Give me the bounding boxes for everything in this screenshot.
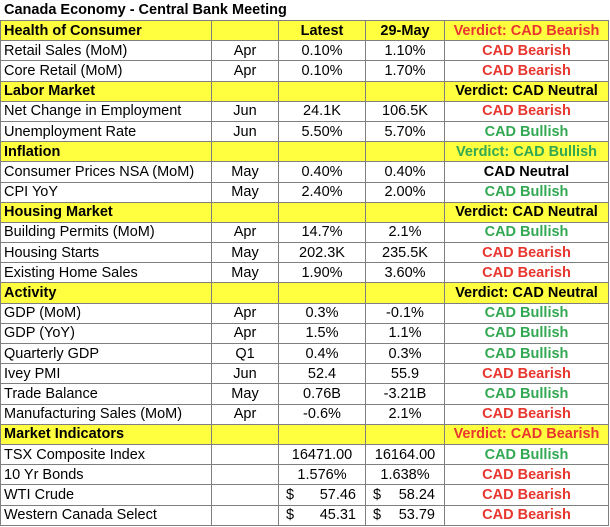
indicator-latest: 14.7%	[279, 222, 366, 242]
indicator-period	[212, 505, 279, 525]
currency-value: 45.31	[319, 507, 356, 524]
table-row	[1, 485, 609, 505]
table-body	[1, 21, 609, 526]
indicator-latest: 1.576%	[279, 465, 366, 485]
indicator-signal: CAD Neutral	[445, 162, 609, 182]
table-row	[1, 263, 609, 283]
indicator-latest: 0.3%	[279, 303, 366, 323]
section-header-row	[1, 202, 609, 222]
indicator-period: Jun	[212, 121, 279, 141]
indicator-prior	[366, 485, 445, 505]
indicator-prior: 1.70%	[366, 61, 445, 81]
table-row	[1, 41, 609, 61]
indicator-prior: 5.70%	[366, 121, 445, 141]
indicator-period: Apr	[212, 222, 279, 242]
section-verdict: Verdict: CAD Bullish	[445, 142, 609, 162]
section-prior-blank	[366, 81, 445, 101]
indicator-label: TSX Composite Index	[1, 444, 212, 464]
indicator-period: Jun	[212, 101, 279, 121]
indicator-latest: 2.40%	[279, 182, 366, 202]
section-period-blank	[212, 202, 279, 222]
indicator-label: Existing Home Sales	[1, 263, 212, 283]
table-row	[1, 404, 609, 424]
indicator-label: CPI YoY	[1, 182, 212, 202]
section-period-blank	[212, 81, 279, 101]
indicator-signal: CAD Bearish	[445, 364, 609, 384]
section-prior-blank	[366, 202, 445, 222]
currency-value: 58.24	[398, 486, 435, 503]
section-latest-blank	[279, 424, 366, 444]
section-period-blank	[212, 283, 279, 303]
indicator-label: Retail Sales (MoM)	[1, 41, 212, 61]
indicator-period: Apr	[212, 404, 279, 424]
table-row	[1, 243, 609, 263]
table-row	[1, 465, 609, 485]
indicator-period: May	[212, 162, 279, 182]
section-title: Labor Market	[1, 81, 212, 101]
section-period-blank	[212, 142, 279, 162]
table-row	[1, 323, 609, 343]
table-row	[1, 505, 609, 525]
table-row	[1, 61, 609, 81]
indicator-prior: 16164.00	[366, 444, 445, 464]
indicator-signal: CAD Bearish	[445, 404, 609, 424]
column-header-latest: Latest	[279, 21, 366, 41]
indicator-period	[212, 444, 279, 464]
indicator-latest: 24.1K	[279, 101, 366, 121]
table-row	[1, 344, 609, 364]
table-row	[1, 121, 609, 141]
indicator-prior: 235.5K	[366, 243, 445, 263]
indicator-label: Trade Balance	[1, 384, 212, 404]
indicator-label: WTI Crude	[1, 485, 212, 505]
indicator-prior: -0.1%	[366, 303, 445, 323]
table-row	[1, 182, 609, 202]
section-verdict: Verdict: CAD Neutral	[445, 81, 609, 101]
indicator-signal: CAD Bearish	[445, 243, 609, 263]
section-title: Activity	[1, 283, 212, 303]
section-prior-blank	[366, 142, 445, 162]
indicator-period	[212, 485, 279, 505]
table-row	[1, 384, 609, 404]
section-header-row	[1, 81, 609, 101]
section-period-blank	[212, 424, 279, 444]
indicator-signal: CAD Bullish	[445, 384, 609, 404]
indicator-prior: 2.1%	[366, 222, 445, 242]
indicator-latest: 1.90%	[279, 263, 366, 283]
table-row	[1, 222, 609, 242]
indicator-prior: 106.5K	[366, 101, 445, 121]
indicator-prior: 3.60%	[366, 263, 445, 283]
currency-symbol: $	[373, 486, 382, 503]
indicator-period: Apr	[212, 61, 279, 81]
section-title: Housing Market	[1, 202, 212, 222]
indicator-label: Ivey PMI	[1, 364, 212, 384]
currency-value: 53.79	[398, 507, 435, 524]
page-title: Canada Economy - Central Bank Meeting	[4, 2, 287, 18]
indicator-latest: 0.76B	[279, 384, 366, 404]
section-verdict: Verdict: CAD Neutral	[445, 283, 609, 303]
indicator-prior	[366, 505, 445, 525]
currency-symbol: $	[286, 507, 295, 524]
section-header-row	[1, 283, 609, 303]
table-row	[1, 303, 609, 323]
indicator-period: May	[212, 263, 279, 283]
indicator-signal: CAD Bullish	[445, 182, 609, 202]
section-latest-blank	[279, 81, 366, 101]
indicator-signal: CAD Bearish	[445, 263, 609, 283]
section-title: Health of Consumer	[1, 21, 212, 41]
indicator-signal: CAD Bullish	[445, 323, 609, 343]
indicator-label: GDP (YoY)	[1, 323, 212, 343]
indicator-latest: 0.10%	[279, 61, 366, 81]
indicator-prior: 1.638%	[366, 465, 445, 485]
table-row	[1, 444, 609, 464]
indicator-latest: 0.10%	[279, 41, 366, 61]
economy-table	[0, 20, 609, 526]
indicator-latest: -0.6%	[279, 404, 366, 424]
indicator-label: Consumer Prices NSA (MoM)	[1, 162, 212, 182]
section-header-row	[1, 21, 609, 41]
indicator-latest: 1.5%	[279, 323, 366, 343]
section-prior-blank	[366, 283, 445, 303]
table-row	[1, 364, 609, 384]
indicator-period: Apr	[212, 323, 279, 343]
section-header-row	[1, 424, 609, 444]
indicator-latest	[279, 485, 366, 505]
indicator-prior: 1.1%	[366, 323, 445, 343]
currency-symbol: $	[373, 507, 382, 524]
indicator-prior: 2.1%	[366, 404, 445, 424]
currency-value: 57.46	[319, 486, 356, 503]
indicator-prior: -3.21B	[366, 384, 445, 404]
indicator-label: Housing Starts	[1, 243, 212, 263]
indicator-signal: CAD Bearish	[445, 465, 609, 485]
indicator-latest: 16471.00	[279, 444, 366, 464]
indicator-latest: 5.50%	[279, 121, 366, 141]
indicator-label: Quarterly GDP	[1, 344, 212, 364]
indicator-signal: CAD Bullish	[445, 121, 609, 141]
indicator-period	[212, 465, 279, 485]
section-period-blank	[212, 21, 279, 41]
indicator-period: May	[212, 182, 279, 202]
indicator-period: Apr	[212, 303, 279, 323]
indicator-signal: CAD Bearish	[445, 101, 609, 121]
indicator-label: Building Permits (MoM)	[1, 222, 212, 242]
indicator-period: Jun	[212, 364, 279, 384]
indicator-period: Q1	[212, 344, 279, 364]
indicator-label: Manufacturing Sales (MoM)	[1, 404, 212, 424]
indicator-prior: 55.9	[366, 364, 445, 384]
indicator-prior: 1.10%	[366, 41, 445, 61]
indicator-label: Unemployment Rate	[1, 121, 212, 141]
indicator-latest: 0.40%	[279, 162, 366, 182]
section-title: Inflation	[1, 142, 212, 162]
table-row	[1, 162, 609, 182]
section-latest-blank	[279, 283, 366, 303]
indicator-prior: 2.00%	[366, 182, 445, 202]
indicator-signal: CAD Bullish	[445, 344, 609, 364]
section-latest-blank	[279, 142, 366, 162]
section-prior-blank	[366, 424, 445, 444]
indicator-latest	[279, 505, 366, 525]
section-latest-blank	[279, 202, 366, 222]
section-title: Market Indicators	[1, 424, 212, 444]
indicator-signal: CAD Bullish	[445, 303, 609, 323]
indicator-prior: 0.3%	[366, 344, 445, 364]
section-verdict: Verdict: CAD Bearish	[445, 21, 609, 41]
indicator-period: May	[212, 243, 279, 263]
indicator-label: GDP (MoM)	[1, 303, 212, 323]
table-row	[1, 101, 609, 121]
section-header-row	[1, 142, 609, 162]
indicator-signal: CAD Bearish	[445, 505, 609, 525]
indicator-label: Core Retail (MoM)	[1, 61, 212, 81]
indicator-latest: 52.4	[279, 364, 366, 384]
section-verdict: Verdict: CAD Bearish	[445, 424, 609, 444]
indicator-period: Apr	[212, 41, 279, 61]
indicator-latest: 0.4%	[279, 344, 366, 364]
indicator-label: Western Canada Select	[1, 505, 212, 525]
indicator-latest: 202.3K	[279, 243, 366, 263]
indicator-label: Net Change in Employment	[1, 101, 212, 121]
indicator-label: 10 Yr Bonds	[1, 465, 212, 485]
indicator-signal: CAD Bullish	[445, 444, 609, 464]
column-header-prior: 29-May	[366, 21, 445, 41]
indicator-signal: CAD Bearish	[445, 41, 609, 61]
indicator-prior: 0.40%	[366, 162, 445, 182]
indicator-period: May	[212, 384, 279, 404]
indicator-signal: CAD Bullish	[445, 222, 609, 242]
indicator-signal: CAD Bearish	[445, 485, 609, 505]
section-verdict: Verdict: CAD Neutral	[445, 202, 609, 222]
indicator-signal: CAD Bearish	[445, 61, 609, 81]
currency-symbol: $	[286, 486, 295, 503]
